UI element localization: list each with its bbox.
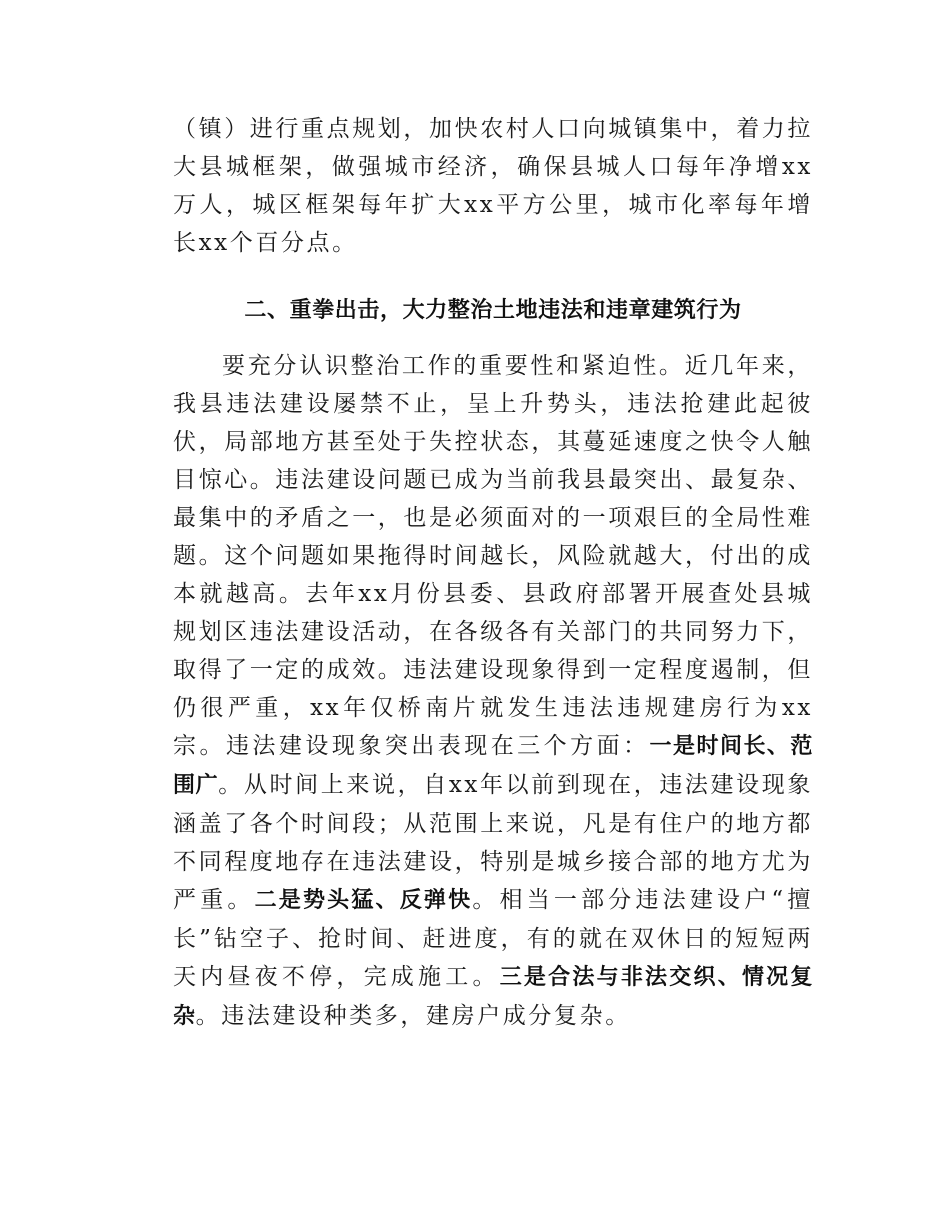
paragraph-text-point-2: 。相当一部分违法建设户“擅长”钻空子、抢时间、赶进度，有的就在双休日的短短两天内昼夜不停，完成施工。 — [173, 887, 813, 990]
paragraph-illegal-construction — [173, 347, 813, 1036]
paragraph-urbanization-targets: （镇）进行重点规划，加快农村人口向城镇集中，着力拉大县城框架，做强城市经济，确保县城人口每年净增xx万人，城区框架每年扩大xx平方公里，城市化率每年增长xx个百分点。 — [173, 116, 813, 256]
bold-point-2: 二是势头猛、反弹快 — [254, 888, 473, 913]
paragraph-text-point-3: 。违法建设种类多，建房户成分复杂。 — [195, 1003, 631, 1029]
bold-point-3: 三是合法与非法交织、情况复杂 — [173, 965, 813, 1029]
paragraph-text-point-1: 。从时间上来说，自xx年以前到现在，违法建设现象涵盖了各个时间段；从范围上来说，凡是有住户的地方都不同程度地存在违法建设，特别是城乡接合部的地方尤为严重。 — [173, 772, 814, 913]
paragraph-text-intro: 要充分认识整治工作的重要性和紧迫性。近几年来，我县违法建设屡禁不止，呈上升势头，违法抢建此起彼伏，局部地方甚至处于失控状态，其蔓延速度之快令人触目惊心。违法建设问题已成为当前我县最突出、最复杂、最集中的矛盾之一，也是必须面对的一项艰巨的全局性难题。这个问题如果拖得时间越长，风险就越大，付出的成本就越高。去年xx月份县委、县政府部署开展查处县城规划区违法建设活动，在各级各有关部门的共同努力下，取得了一定的成效。违法建设现象得到一定程度遏制，但仍很严重，xx年仅桥南片就发生违法违规建房行为xx宗。违法建设现象突出表现在三个方面： — [173, 353, 813, 759]
bold-point-1: 一是时间长、范围广 — [173, 734, 813, 798]
section-heading-2: 二、重拳出击，大力整治土地违法和违章建筑行为 — [244, 298, 742, 323]
